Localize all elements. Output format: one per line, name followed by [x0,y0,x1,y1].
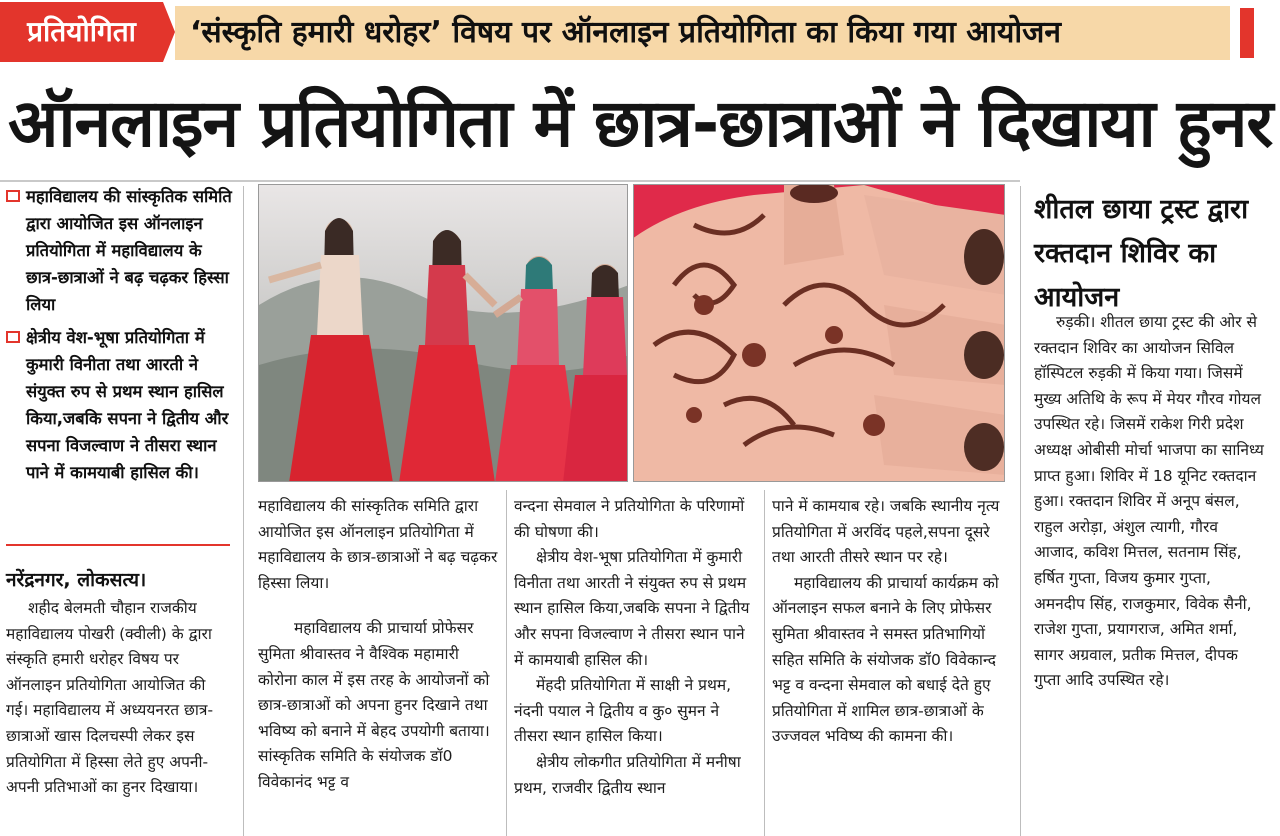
article-paragraph: महाविद्यालय की सांस्कृतिक समिति द्वारा आयोजित इस ऑनलाइन प्रतियोगिता में महाविद्यालय के छात्र-छात्राओं ने बढ़ चढ़कर हिस्सा लिया। [258,497,498,592]
checkbox-bullet-icon [6,331,20,343]
article-paragraph: मेंहदी प्रतियोगिता में साक्षी ने प्रथम, नंदनी पयाल ने द्वितीय व कु० सुमन ने तीसरा स्थान हासिल किया। [514,676,732,746]
highlight-item [6,324,232,486]
highlight-item [6,183,232,318]
page-headline: ऑनलाइन प्रतियोगिता में छात्र-छात्राओं ने दिखाया हुनर [8,85,1273,162]
headline-divider [0,180,1020,182]
article-column-4 [772,494,1012,750]
side-story-headline: शीतल छाया ट्रस्ट द्वारा रक्तदान शिविर का आयोजन [1034,194,1249,313]
checkbox-bullet-icon [6,190,20,202]
article-paragraph: क्षेत्रीय वेश-भूषा प्रतियोगिता में कुमारी विनीता तथा आरती ने संयुक्त रुप से प्रथम स्थान हासिल किया,जबकि सपना ने द्वितीय और सपना विजल्वाण ने तीसरा स्थान पाने में कामयाबी हासिल की। [514,548,750,669]
article-paragraph: महाविद्यालय की प्राचार्या प्रोफेसर सुमिता श्रीवास्तव ने वैश्विक महामारी कोरोना काल में इस तरह के आयोजनों को छात्र-छात्राओं को अपना हुनर दिखाने तथा भविष्य को बनाने में बेहद उपयोगी बताया। सांस्कृतिक समिति के संयोजक डॉ0 विवेकानंद भट्ट व [258,619,490,791]
column-divider [764,490,765,836]
banner-title: ‘संस्कृति हमारी धरोहर’ विषय पर ऑनलाइन प्रतियोगिता का किया गया आयोजन [190,15,1062,50]
article-paragraph: पाने में कामयाब रहे। जबकि स्थानीय नृत्य प्रतियोगिता में अरविंद पहले,सपना दूसरे तथा आरती तीसरे स्थान पर रहे। [772,497,1000,567]
highlights-box [6,183,232,541]
column-divider [243,186,244,836]
highlight-text: क्षेत्रीय वेश-भूषा प्रतियोगिता में कुमारी विनीता तथा आरती ने संयुक्त रुप से प्रथम स्थान हासिल किया,जबकि सपना ने द्वितीय और सपना विजल्वाण ने तीसरा स्थान पाने में कामयाबी हासिल की। [26,328,229,482]
mehndi-hand-illustration [634,185,1005,482]
article-paragraph: शहीद बेलमती चौहान राजकीय महाविद्यालय पोखरी (क्वीली) के द्वारा संस्कृति हमारी धरोहर विषय पर ऑनलाइन प्रतियोगिता आयोजित की गई। महाविद्यालय में अध्ययनरत छात्र-छात्राओं खास दिलचस्पी लेकर इस प्रतियोगिता में हिस्सा लेते हुए अपनी-अपनी प्रतिभाओं का हुनर दिखाया। [6,599,214,797]
column-divider [1020,186,1021,836]
section-tag: प्रतियोगिता [0,2,163,62]
side-story-paragraph: रुड़की। शीतल छाया ट्रस्ट की ओर से रक्तदान शिविर का आयोजन सिविल हॉस्पिटल रुड़की में किया गया। जिसमें मुख्य अतिथि के रूप में मेयर गौरव गोयल उपस्थित रहे। जिसमें राकेश गिरी प्रदेश अध्यक्ष ओबीसी मोर्चा भाजपा का सानिध्य प्राप्त हुआ। शिविर में 18 यूनिट रक्तदान हुआ। रक्तदान शिविर में अनूप बंसल, राहुल अरोड़ा, अंशुल त्यागी, गौरव आजाद, कविश मित्तल, सतनाम सिंह, हर्षित गुप्ता, विजय कुमार गुप्ता, अमनदीप सिंह, राजकुमार, विवेक सैनी, राजेश गुप्ता, प्रयागराज, अमित शर्मा, सागर अग्रवाल, प्रतीक मित्तल, दीपक गुप्ता आदि उपस्थित रहे। [1034,313,1264,690]
article-paragraph: वन्दना सेमवाल ने प्रतियोगिता के परिणामों की घोषणा की। [514,497,745,541]
dancers-photo [258,184,628,482]
article-paragraph: महाविद्यालय की प्राचार्या कार्यक्रम को ऑनलाइन सफल बनाने के लिए प्रोफेसर सुमिता श्रीवास्तव ने समस्त प्रतिभागियों सहित समिति के संयोजक डॉ0 विवेकान्द भट्ट व वन्दना सेमवाल को बधाई देते हुए प्रतियोगिता में शामिल छात्र-छात्राओं के उज्जवल भविष्य की कामना की। [772,573,999,746]
column-divider [506,490,507,836]
dateline: नरेंद्रनगर, लोकसत्य। [6,569,147,591]
article-column-3 [514,494,754,801]
highlight-text: महाविद्यालय की सांस्कृतिक समिति द्वारा आयोजित इस ऑनलाइन प्रतियोगिता में महाविद्यालय के छात्र-छात्राओं ने बढ़ चढ़कर हिस्सा लिया [26,187,232,314]
top-banner [0,0,1280,64]
section-tag-arrow [163,2,175,62]
article-column-1 [6,596,232,801]
dancers-illustration [259,185,628,482]
mehndi-photo [633,184,1005,482]
highlights-divider [6,544,230,546]
side-story-body [1034,310,1264,694]
article-column-2 [258,494,498,796]
banner-end-bar [1240,8,1254,58]
article-paragraph: क्षेत्रीय लोकगीत प्रतियोगिता में मनीषा प्रथम, राजवीर द्वितीय स्थान [514,752,741,797]
